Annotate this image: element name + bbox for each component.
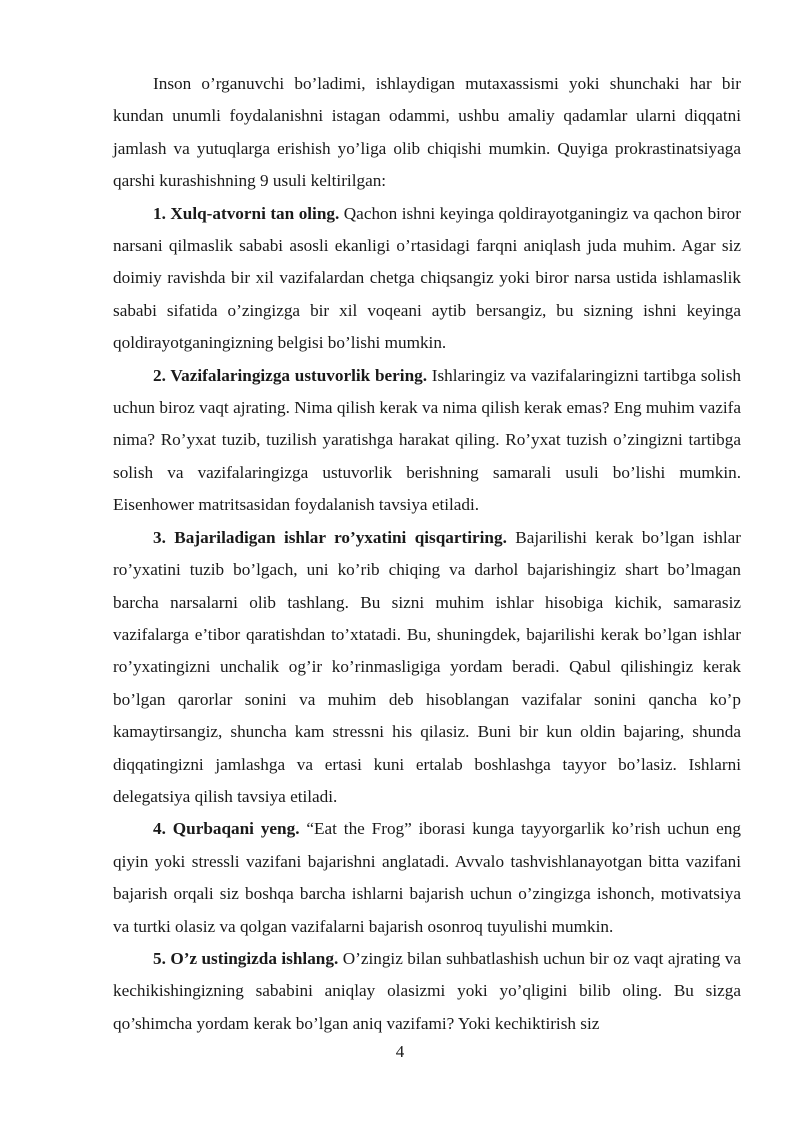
method-text-1: Qachon ishni keyinga qoldirayotganingiz va qachon biror narsani qilmaslik sababi asosli ekanligi o’rtasidagi farqni aniqlash juda muhim. Agar siz doimiy ravishda bir xil vazifalardan chetga chiqsangiz yoki biror narsa ustida ishlamaslik sababi sifatida o’zingizga bir xil voqeani aytib bersangiz, bu sizning ishni keyinga qoldirayotganingizning belgisi bo’lishi mumkin.	[113, 203, 742, 353]
document-page	[113, 68, 741, 1040]
intro-paragraph: Inson o’rganuvchi bo’ladimi, ishlaydigan mutaxassismi yoki shunchaki har bir kundan unumli foydalanishni istagan odammi, ushbu amaliy qadamlar ularni diqqatni jamlash va yutuqlarga erishish yo’liga olib chiqishi mumkin. Quyiga prokrastinatsiyaga qarshi kurashishning 9 usuli keltirilgan:	[113, 74, 741, 191]
method-text-4: “Eat the Frog” iborasi kunga tayyorgarlik ko’rish uchun eng qiyin yoki stressli vazifani bajarishni anglatadi. Avvalo tashvishlanayotgan bitta vazifani bajarish orqali siz boshqa barcha ishlarni bajarish uchun o’zingizga ishonch, motivatsiya va turtki olasiz va qolgan vazifalarni bajarish osonroq tuyulishi mumkin.	[113, 819, 741, 936]
method-heading-5: 5. O’z ustingizda ishlang.	[153, 948, 339, 968]
method-heading-3: 3. Bajariladigan ishlar ro’yxatini qisqartiring.	[153, 527, 507, 547]
page-number: 4	[395, 1042, 405, 1061]
method-heading-2: 2. Vazifalaringizga ustuvorlik bering.	[153, 365, 428, 385]
method-paragraph-4	[113, 813, 741, 943]
method-text-3: Bajarilishi kerak bo’lgan ishlar ro’yxatini tuzib bo’lgach, uni ko’rib chiqing va darhol bajarishingiz shart bo’lmagan barcha narsalarni olib tashlang. Bu sizni muhim ishlar hisobiga kichik, samarasiz vazifalarga e’tibor qaratishdan to’xtatadi. Bu, shuningdek, bajarilishi kerak bo’lgan ishlar ro’yxatingizni unchalik og’ir ko’rinmasligiga yordam beradi. Qabul qilishingiz kerak bo’lgan qarorlar sonini va muhim deb hisoblangan vazifalar sonini qancha ko’p kamaytirsangiz, shuncha kam stressni his qilasiz. Buni bir kun oldin bajaring, shunda diqqatingizni jamlashga va ertasi kuni ertalab boshlashga tayyor bo’lasiz. Ishlarni delegatsiya qilish tavsiya etiladi.	[113, 527, 741, 806]
method-heading-4: 4. Qurbaqani yeng.	[153, 819, 300, 839]
method-paragraph-2	[113, 360, 741, 522]
method-heading-1: 1. Xulq-atvorni tan oling.	[153, 203, 340, 223]
method-text-5: O’zingiz bilan suhbatlashish uchun bir oz vaqt ajrating va kechikishingizning sababini aniqlay olasizmi yoki yo’qligini bilib oling. Bu sizga qo’shimcha yordam kerak bo’lgan aniq vazifami? Yoki kechiktirish siz	[113, 948, 741, 1033]
method-paragraph-3	[113, 522, 741, 814]
method-paragraph-1	[113, 198, 741, 360]
method-text-2: Ishlaringiz va vazifalaringizni tartibga solish uchun biroz vaqt ajrating. Nima qilish kerak va nima qilish kerak emas? Eng muhim vazifa nima? Ro’yxat tuzib, tuzilish yaratishga harakat qiling. Ro’yxat tuzish o’zingizni tartibga solish va vazifalaringizga ustuvorlik berishning samarali usuli bo’lishi mumkin. Eisenhower matritsasidan foydalanish tavsiya etiladi.	[113, 365, 741, 515]
method-paragraph-5	[113, 943, 741, 1040]
